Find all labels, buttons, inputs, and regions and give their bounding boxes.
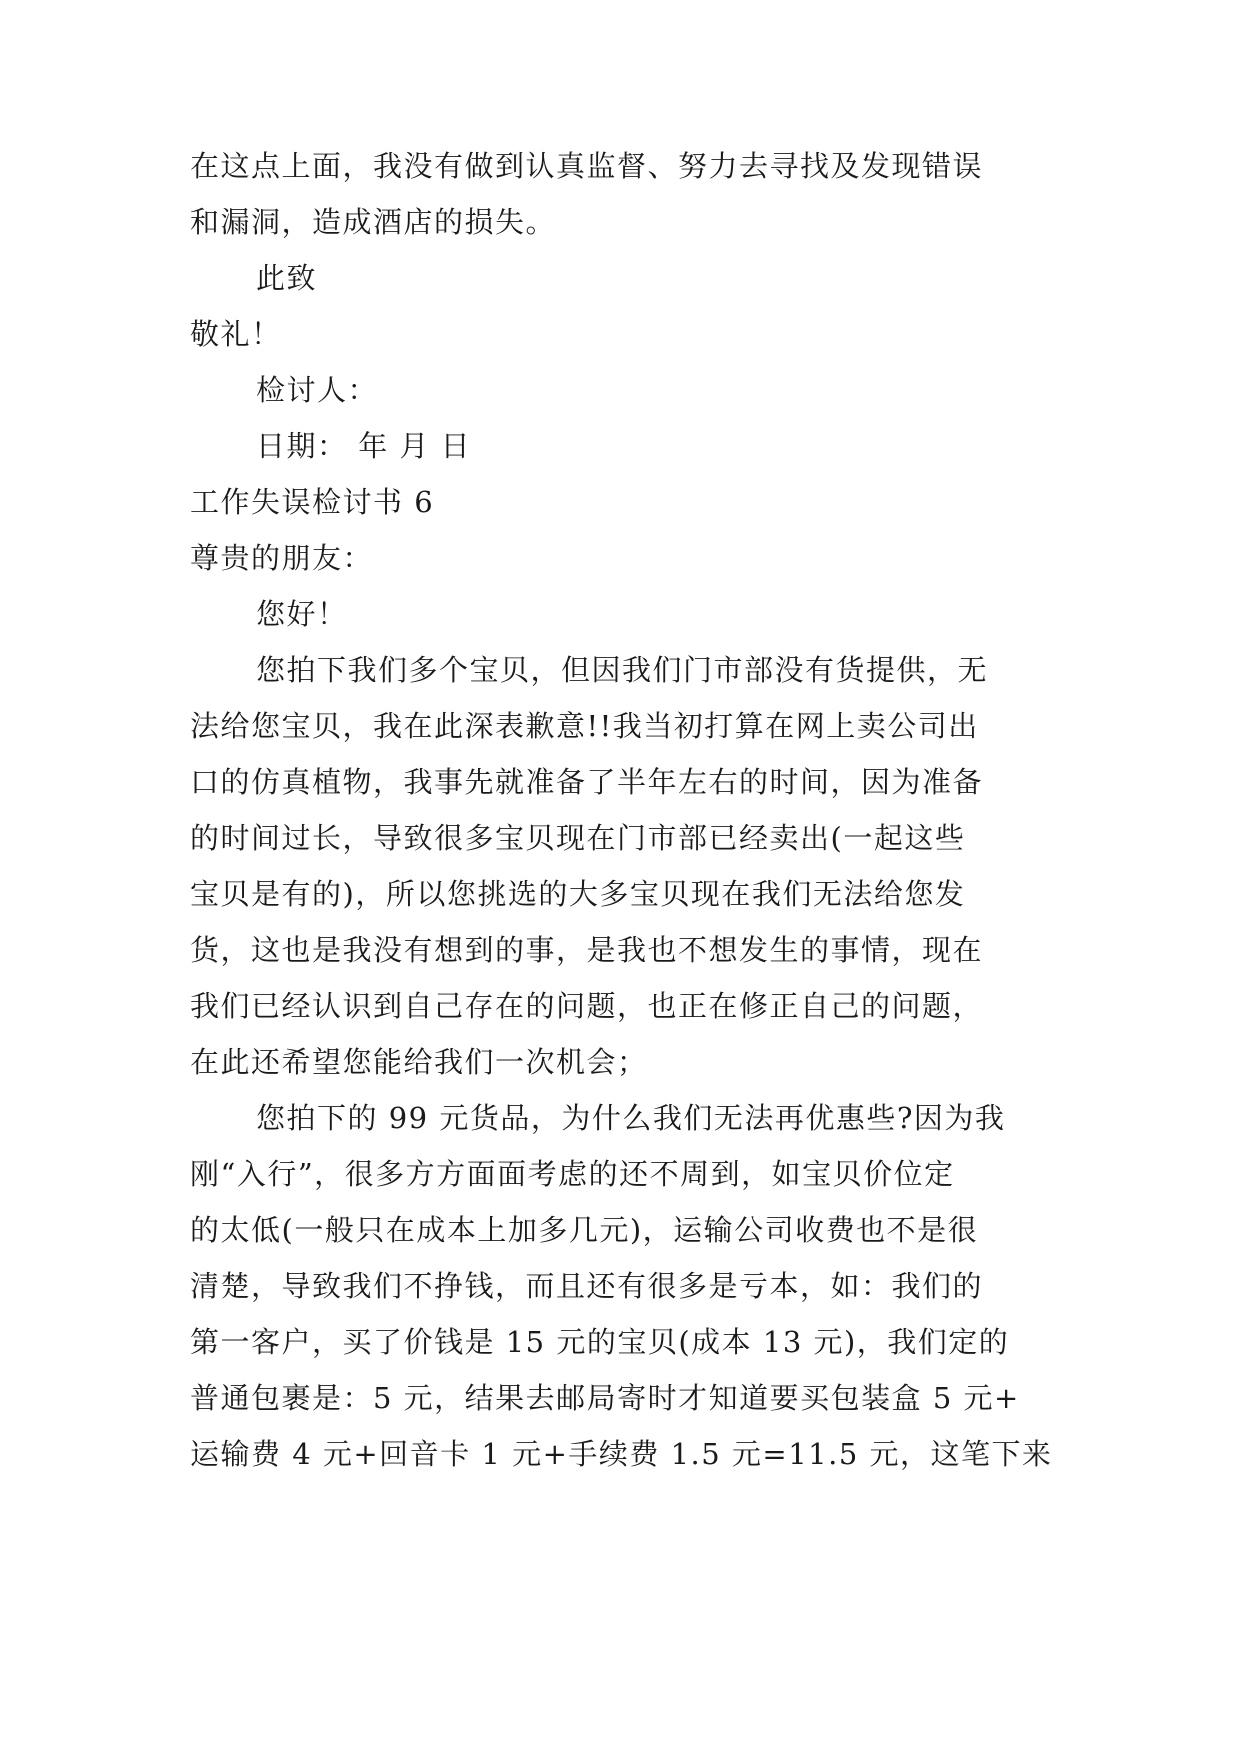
paragraph-line: 您拍下的 99 元货品，为什么我们无法再优惠些?因为我 [256, 1101, 1006, 1135]
closing-salutation: 此致 [256, 261, 318, 295]
paragraph-line: 的时间过长，导致很多宝贝现在门市部已经卖出(一起这些 [190, 821, 966, 855]
greeting-recipient: 尊贵的朋友： [190, 541, 374, 575]
paragraph-line: 普通包裹是：5 元，结果去邮局寄时才知道要买包装盒 5 元+ [190, 1381, 1020, 1415]
text-line: 和漏洞，造成酒店的损失。 [190, 205, 557, 239]
date-line: 日期： 年 月 日 [256, 429, 472, 463]
paragraph-line: 您拍下我们多个宝贝，但因我们门市部没有货提供，无 [256, 653, 989, 687]
section-title: 工作失误检讨书 6 [190, 485, 435, 519]
paragraph-line: 法给您宝贝，我在此深表歉意!!我当初打算在网上卖公司出 [190, 709, 979, 743]
paragraph-line: 货，这也是我没有想到的事，是我也不想发生的事情，现在 [190, 933, 984, 967]
paragraph-line: 我们已经认识到自己存在的问题，也正在修正自己的问题， [190, 989, 984, 1023]
signature-line: 检讨人： [256, 373, 379, 407]
paragraph-line: 刚“入行”，很多方方面面考虑的还不周到，如宝贝价位定 [190, 1157, 955, 1191]
closing-regards: 敬礼！ [190, 317, 282, 351]
paragraph-line: 的太低(一般只在成本上加多几元)，运输公司收费也不是很 [190, 1213, 979, 1247]
paragraph-line: 运输费 4 元+回音卡 1 元+手续费 1.5 元=11.5 元，这笔下来 [190, 1437, 1053, 1471]
paragraph-line: 口的仿真植物，我事先就准备了半年左右的时间，因为准备 [190, 765, 984, 799]
text-line: 在这点上面，我没有做到认真监督、努力去寻找及发现错误 [190, 149, 984, 183]
paragraph-line: 清楚，导致我们不挣钱，而且还有很多是亏本，如：我们的 [190, 1269, 984, 1303]
paragraph-line: 在此还希望您能给我们一次机会； [190, 1045, 648, 1079]
paragraph-line: 宝贝是有的)，所以您挑选的大多宝贝现在我们无法给您发 [190, 877, 966, 911]
paragraph-line: 第一客户，买了价钱是 15 元的宝贝(成本 13 元)，我们定的 [190, 1325, 1010, 1359]
greeting-hello: 您好！ [256, 597, 348, 631]
